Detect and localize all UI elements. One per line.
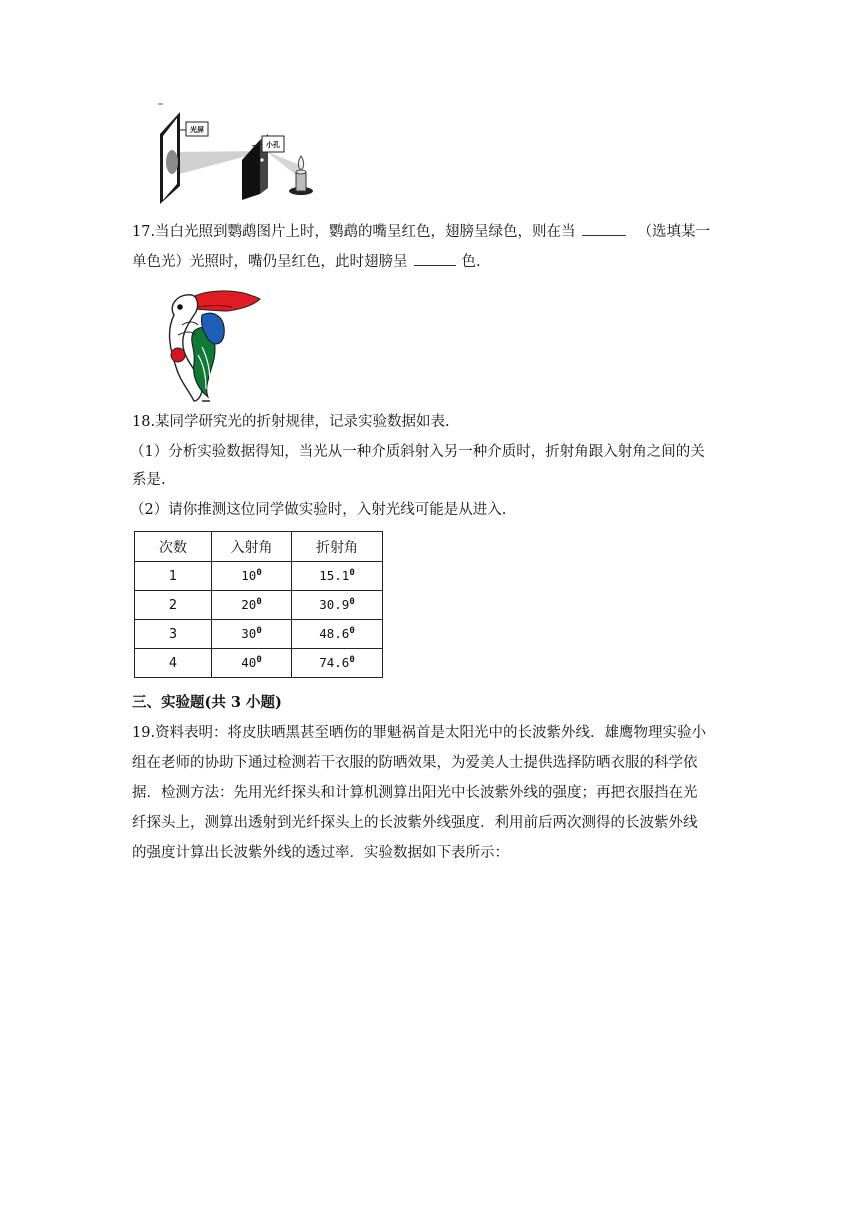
cell-refraction: 74.6$^0$ [292,649,383,678]
cell-refraction: 30.9$^0$ [292,591,383,620]
q19-line-4: 纤探头上，测算出透射到光纤探头上的长波紫外线强度．利用前后两次测得的长波紫外线 [132,815,698,831]
section-heading: 三、实验题(共 3 小题) [132,694,282,711]
cell-trial: 1 [135,562,212,591]
q17-line-2: 单色光）光照时，嘴仍呈红色，此时翅膀呈 色. [132,251,481,272]
table-header-row [135,532,383,562]
refraction-data-table [134,531,383,678]
q18-intro: 18.某同学研究光的折射规律，记录实验数据如表. [132,414,450,430]
header-incidence-angle: 入射角 [212,532,292,562]
header-refraction-angle: 折射角 [292,532,383,562]
header-trial: 次数 [135,532,212,562]
q17-line-1: 17.当白光照到鹦鹉图片上时，鹦鹉的嘴呈红色，翅膀呈绿色，则在当 （选填某一 [132,221,710,242]
cell-incidence: $30^0$ [212,620,292,649]
table-row [135,562,383,591]
cell-incidence: $40^0$ [212,649,292,678]
cell-trial: 4 [135,649,212,678]
cell-refraction: 48.6$^0$ [292,620,383,649]
q19-line-2: 组在老师的协助下通过检测若干衣服的防晒效果，为爱美人士提供选择防晒衣服的科学依 [132,755,698,771]
q19-line-1: 19.资料表明：将皮肤晒黑甚至晒伤的罪魁祸首是太阳光中的长波紫外线．雄鹰物理实验小 [132,725,707,741]
q19-line-3: 据．检测方法：先用光纤探头和计算机测算出阳光中长波紫外线的强度；再把衣服挡在光 [132,785,698,801]
cell-trial: 3 [135,620,212,649]
q18-part-1-line-2: 系是. [132,472,166,488]
cell-trial: 2 [135,591,212,620]
cell-refraction: 15.1$^0$ [292,562,383,591]
table-row [135,591,383,620]
pinhole-label: 小孔 [266,141,280,149]
cell-incidence: $10^0$ [212,562,292,591]
pinhole-imaging-figure [150,100,330,206]
table-row [135,649,383,678]
screen-label: 光屏 [190,126,204,134]
table-row [135,620,383,649]
answer-blank-2 [414,251,456,266]
cell-incidence: $20^0$ [212,591,292,620]
parrot-image [158,285,262,403]
answer-blank-1 [582,221,626,236]
q18-part-2: （2）请你推测这位同学做实验时，入射光线可能是从进入. [130,502,507,518]
q18-part-1-line-1: （1）分析实验数据得知，当光从一种介质斜射入另一种介质时，折射角跟入射角之间的关 [130,444,705,460]
q19-line-5: 的强度计算出长波紫外线的透过率．实验数据如下表所示： [132,845,509,861]
